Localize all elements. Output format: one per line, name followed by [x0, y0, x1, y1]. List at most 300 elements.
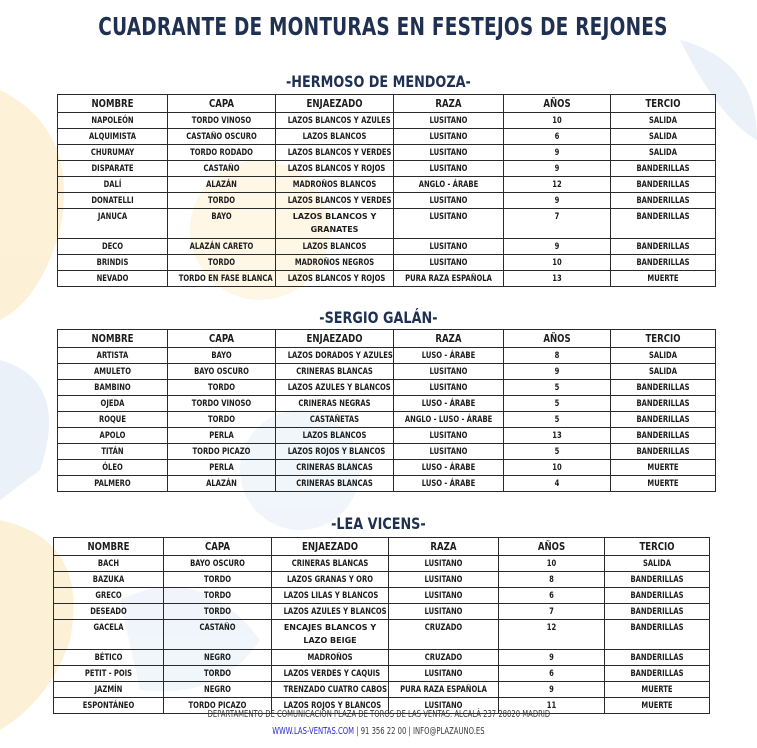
cell-text: GACELA — [93, 623, 124, 633]
cell-text: BANDERILLAS — [636, 415, 690, 425]
table-cell — [611, 209, 716, 239]
table-cell — [54, 604, 164, 620]
table-cell — [58, 113, 168, 129]
table-cell — [58, 193, 168, 209]
column-header-raza — [389, 538, 499, 556]
cell-text: BACH — [97, 559, 120, 569]
cell-text: LAZOS BLANCOS — [302, 242, 367, 252]
table-cell — [276, 364, 394, 380]
cell-text: 8 — [554, 351, 560, 361]
table-cell — [394, 476, 504, 492]
cell-text: DONATELLI — [91, 196, 134, 206]
cell-text: TITÁN — [101, 447, 124, 457]
cell-text: MUERTE — [647, 463, 679, 473]
column-header-text: TERCIO — [645, 97, 681, 110]
table-cell — [276, 177, 394, 193]
table-row — [54, 604, 710, 620]
table-row — [54, 682, 710, 698]
table-cell — [58, 161, 168, 177]
cell-text: LUSITANO — [429, 148, 468, 158]
table-row — [58, 364, 716, 380]
table-cell — [58, 145, 168, 161]
cell-text: SALIDA — [643, 559, 671, 569]
cell-text: NEGRO — [204, 685, 231, 695]
cell-text: APOLO — [99, 431, 126, 441]
column-header-text: CAPA — [208, 332, 235, 345]
cell-text: LUSITANO — [429, 132, 468, 142]
table-cell — [276, 460, 394, 476]
column-header-text: ENJAEZADO — [306, 332, 363, 345]
table-cell — [394, 255, 504, 271]
table-cell — [54, 572, 164, 588]
cell-text: TORDO VINOSO — [191, 116, 252, 126]
column-header-nombre — [54, 538, 164, 556]
cell-text: ALQUIMISTA — [89, 132, 136, 142]
column-header-text: AÑOS — [543, 332, 571, 345]
cell-text: BAYO — [211, 212, 232, 222]
table-cell — [272, 588, 389, 604]
cell-text: LAZOS DORADOS Y AZULES — [287, 351, 393, 361]
table-row — [58, 161, 716, 177]
cell-text: SALIDA — [649, 148, 677, 158]
table-cell — [394, 412, 504, 428]
table-row — [54, 620, 710, 650]
table-cell — [611, 396, 716, 412]
table-header-row — [58, 95, 716, 113]
table-cell — [394, 428, 504, 444]
cell-text: LAZOS VERDES Y CAQUIS — [283, 669, 381, 679]
table-row — [58, 177, 716, 193]
table-cell — [605, 650, 710, 666]
cell-text: CASTAÑETAS — [309, 415, 360, 425]
cell-text: SALIDA — [649, 351, 677, 361]
cell-text: LUSITANO — [429, 258, 468, 268]
cell-text: DESEADO — [90, 607, 127, 617]
table-row — [58, 113, 716, 129]
table-cell — [504, 444, 611, 460]
cell-text: LAZOS AZULES Y BLANCOS — [283, 607, 387, 617]
table-row — [58, 255, 716, 271]
table-cell — [611, 428, 716, 444]
table-row — [54, 650, 710, 666]
cell-text: 10 — [552, 258, 562, 268]
cell-text: TORDO — [207, 415, 236, 425]
table-cell — [54, 556, 164, 572]
column-header-enjaezado — [272, 538, 389, 556]
cell-text: GRECO — [95, 591, 122, 601]
table-cell — [168, 161, 276, 177]
table-cell — [394, 380, 504, 396]
table-cell — [389, 588, 499, 604]
cell-text: LAZOS AZULES Y BLANCOS — [287, 383, 391, 393]
column-header-text: CAPA — [208, 97, 235, 110]
table-cell — [504, 412, 611, 428]
cell-text: MADROÑOS NEGROS — [294, 258, 375, 268]
cell-text: 7 — [549, 607, 554, 617]
table-cell — [58, 209, 168, 239]
table-cell — [504, 145, 611, 161]
table-cell — [54, 666, 164, 682]
table-header-row — [58, 330, 716, 348]
table-cell — [611, 161, 716, 177]
table-cell — [276, 380, 394, 396]
table-cell — [58, 271, 168, 287]
table-cell — [168, 177, 276, 193]
cell-text: 13 — [552, 431, 562, 441]
table-cell — [168, 239, 276, 255]
table-cell — [58, 428, 168, 444]
cell-text: CASTAÑO — [199, 623, 236, 633]
table-cell — [272, 620, 389, 650]
cell-text: 5 — [554, 399, 560, 409]
cell-text: BANDERILLAS — [630, 607, 684, 617]
cell-text: ANGLO - ÁRABE — [418, 180, 479, 190]
cell-text: 9 — [554, 148, 560, 158]
table-cell — [168, 412, 276, 428]
column-header-raza — [394, 95, 504, 113]
cell-text: LAZOS BLANCOS Y ROJOS — [287, 274, 386, 284]
table-cell — [504, 380, 611, 396]
cell-text: NEGRO — [204, 653, 231, 663]
table-row — [58, 412, 716, 428]
table-cell — [276, 193, 394, 209]
cell-text: DECO — [101, 242, 124, 252]
cell-text: MUERTE — [641, 685, 673, 695]
cell-text: TORDO — [207, 196, 236, 206]
cell-text: JAZMÍN — [94, 685, 123, 695]
cell-text: BANDERILLAS — [636, 399, 690, 409]
table-row — [58, 460, 716, 476]
table-cell — [276, 113, 394, 129]
cell-text: TORDO — [203, 591, 232, 601]
table-cell — [168, 113, 276, 129]
table-cell — [58, 476, 168, 492]
cell-text: TORDO — [203, 575, 232, 585]
table-cell — [389, 666, 499, 682]
table-row — [58, 396, 716, 412]
cell-text: JANUCA — [97, 212, 128, 222]
cell-text: LAZOS BLANCOS Y ROJOS — [287, 164, 386, 174]
table-cell — [611, 476, 716, 492]
table-cell — [168, 428, 276, 444]
table-cell — [276, 428, 394, 444]
column-header-text: TERCIO — [639, 540, 675, 553]
table-cell — [394, 113, 504, 129]
cell-text: BANDERILLAS — [630, 669, 684, 679]
table-cell — [611, 255, 716, 271]
table-cell — [168, 476, 276, 492]
cell-text: 13 — [552, 274, 562, 284]
table-cell — [605, 572, 710, 588]
cell-text: LAZOS LILAS Y BLANCOS — [283, 591, 379, 601]
cell-text: TORDO — [207, 383, 236, 393]
cell-text: LUSITANO — [424, 559, 463, 569]
cell-text: ESPONTÁNEO — [82, 701, 135, 711]
cell-text: 9 — [554, 367, 560, 377]
cell-text: TORDO — [207, 258, 236, 268]
cell-text: AMULETO — [94, 367, 131, 377]
table-hermoso-de-mendoza — [57, 94, 716, 287]
cell-text: BANDERILLAS — [636, 180, 690, 190]
table-cell — [164, 556, 272, 572]
cell-text: MADROÑOS — [307, 653, 353, 663]
table-cell — [58, 396, 168, 412]
table-cell — [504, 476, 611, 492]
table-cell — [54, 682, 164, 698]
table-cell — [394, 460, 504, 476]
table-cell — [272, 666, 389, 682]
cell-text: LUSO - ÁRABE — [421, 399, 476, 409]
cell-text: BANDERILLAS — [630, 623, 684, 633]
cell-text: ANGLO - LUSO - ÁRABE — [404, 415, 493, 425]
table-cell — [504, 255, 611, 271]
cell-text: 5 — [554, 447, 560, 457]
cell-text: NAPOLEÓN — [91, 116, 134, 126]
cell-text: DALÍ — [103, 180, 122, 190]
table-cell — [276, 255, 394, 271]
cell-text: LUSITANO — [429, 196, 468, 206]
table-cell — [611, 348, 716, 364]
table-cell — [394, 161, 504, 177]
table-cell — [499, 572, 605, 588]
cell-text: MADROÑOS BLANCOS — [292, 180, 377, 190]
table-cell — [499, 682, 605, 698]
table-cell — [394, 239, 504, 255]
cell-text: 9 — [554, 164, 560, 174]
table-cell — [504, 193, 611, 209]
page-title: CUADRANTE DE MONTURAS EN FESTEJOS DE REJONES — [98, 12, 668, 41]
table-row — [54, 588, 710, 604]
cell-text: 5 — [554, 383, 560, 393]
cell-text: LUSITANO — [429, 431, 468, 441]
table-cell — [389, 650, 499, 666]
table-cell — [276, 271, 394, 287]
cell-text: ROQUE — [99, 415, 126, 425]
table-row — [58, 444, 716, 460]
table-cell — [499, 620, 605, 650]
table-cell — [164, 588, 272, 604]
table-cell — [168, 271, 276, 287]
table-cell — [394, 271, 504, 287]
table-sergio-galan — [57, 329, 716, 492]
table-cell — [164, 682, 272, 698]
cell-text: CHURUMAY — [90, 148, 135, 158]
cell-text: MUERTE — [641, 701, 673, 711]
table-cell — [504, 271, 611, 287]
cell-text: LAZOS BLANCOS Y VERDES — [287, 196, 392, 206]
cell-text: CRUZADO — [424, 623, 463, 633]
table-cell — [168, 364, 276, 380]
cell-text: 6 — [554, 132, 560, 142]
column-header-nombre — [58, 330, 168, 348]
cell-text: 12 — [552, 180, 562, 190]
cell-text: PURA RAZA ESPAÑOLA — [405, 274, 492, 284]
cell-text: 6 — [549, 591, 554, 601]
table-cell — [272, 604, 389, 620]
cell-text: CASTAÑO OSCURO — [186, 132, 257, 142]
table-cell — [611, 444, 716, 460]
table-cell — [168, 129, 276, 145]
cell-text: 11 — [546, 701, 557, 711]
cell-text: 6 — [549, 669, 554, 679]
table-cell — [504, 460, 611, 476]
cell-text: MUERTE — [647, 479, 679, 489]
cell-text: SALIDA — [649, 367, 677, 377]
table-row — [58, 348, 716, 364]
cell-text: LUSITANO — [424, 575, 463, 585]
table-row — [58, 428, 716, 444]
table-cell — [58, 380, 168, 396]
table-cell — [58, 239, 168, 255]
table-row — [58, 476, 716, 492]
cell-text: BAYO — [211, 351, 232, 361]
table-cell — [504, 177, 611, 193]
column-header-text: RAZA — [430, 540, 457, 553]
table-row — [58, 193, 716, 209]
cell-text: ALAZÁN CARETO — [189, 242, 254, 252]
table-cell — [168, 193, 276, 209]
cell-text: LAZOS ROJOS Y BLANCOS — [283, 701, 382, 711]
table-cell — [499, 666, 605, 682]
table-cell — [168, 444, 276, 460]
cell-text: TORDO VINOSO — [191, 399, 252, 409]
table-cell — [58, 412, 168, 428]
table-cell — [504, 239, 611, 255]
cell-text: LUSITANO — [429, 367, 468, 377]
table-cell — [504, 129, 611, 145]
table-row — [58, 380, 716, 396]
table-cell — [605, 588, 710, 604]
column-header-text: RAZA — [435, 97, 462, 110]
table-cell — [611, 113, 716, 129]
table-cell — [499, 556, 605, 572]
cell-text: LUSITANO — [424, 591, 463, 601]
cell-text: SALIDA — [649, 132, 677, 142]
cell-text: PERLA — [209, 431, 234, 441]
column-header-text: CAPA — [204, 540, 231, 553]
cell-text: BANDERILLAS — [630, 575, 684, 585]
column-header-tercio — [611, 95, 716, 113]
cell-text: BAMBINO — [94, 383, 131, 393]
cell-text: BANDERILLAS — [636, 196, 690, 206]
cell-text: TORDO — [203, 669, 232, 679]
website-link[interactable]: WWW.LAS-VENTAS.COM — [272, 726, 355, 737]
table-cell — [164, 650, 272, 666]
column-header-text: TERCIO — [645, 332, 681, 345]
table-cell — [168, 396, 276, 412]
table-cell — [168, 145, 276, 161]
cell-text: LAZOS BLANCOS Y GRANATES — [292, 212, 377, 234]
cell-text: LUSITANO — [424, 669, 463, 679]
table-cell — [58, 444, 168, 460]
table-row — [54, 666, 710, 682]
cell-text: LAZOS ROJOS Y BLANCOS — [287, 447, 386, 457]
table-cell — [504, 209, 611, 239]
cell-text: LUSITANO — [429, 212, 468, 222]
table-cell — [394, 209, 504, 239]
table-cell — [611, 271, 716, 287]
table-cell — [54, 588, 164, 604]
cell-text: BANDERILLAS — [636, 431, 690, 441]
cell-text: BANDERILLAS — [636, 383, 690, 393]
table-cell — [611, 364, 716, 380]
table-cell — [276, 239, 394, 255]
table-cell — [54, 650, 164, 666]
cell-text: ÓLEO — [102, 463, 123, 473]
table-cell — [611, 460, 716, 476]
cell-text: CRINERAS BLANCAS — [296, 479, 373, 489]
table-cell — [504, 348, 611, 364]
cell-text: 9 — [549, 653, 554, 663]
table-cell — [168, 460, 276, 476]
column-header-raza — [394, 330, 504, 348]
table-row — [58, 209, 716, 239]
cell-text: BANDERILLAS — [630, 591, 684, 601]
table-cell — [58, 364, 168, 380]
cell-text: 5 — [554, 415, 560, 425]
cell-text: LAZOS GRANAS Y ORO — [287, 575, 373, 585]
table-cell — [394, 193, 504, 209]
cell-text: LAZOS BLANCOS Y AZULES — [287, 116, 391, 126]
table-cell — [58, 129, 168, 145]
table-cell — [499, 650, 605, 666]
cell-text: LUSO - ÁRABE — [421, 463, 476, 473]
cell-text: 10 — [552, 463, 562, 473]
table-cell — [389, 604, 499, 620]
cell-text: TORDO — [203, 607, 232, 617]
cell-text: BAYO OSCURO — [194, 367, 249, 377]
cell-text: NEVADO — [96, 274, 129, 284]
cell-text: CRINERAS BLANCAS — [296, 367, 373, 377]
table-cell — [504, 428, 611, 444]
table-cell — [611, 193, 716, 209]
column-header-capa — [168, 330, 276, 348]
table-cell — [611, 412, 716, 428]
column-header-tercio — [611, 330, 716, 348]
cell-text: BANDERILLAS — [636, 447, 690, 457]
cell-text: LUSITANO — [429, 116, 468, 126]
table-cell — [389, 556, 499, 572]
cell-text: CRINERAS BLANCAS — [296, 463, 373, 473]
cell-text: BÉTICO — [94, 653, 123, 663]
table-cell — [276, 145, 394, 161]
column-header-anos — [504, 330, 611, 348]
table-cell — [611, 145, 716, 161]
table-cell — [394, 396, 504, 412]
cell-text: ALAZÁN — [206, 180, 237, 190]
table-cell — [58, 348, 168, 364]
cell-text: BANDERILLAS — [636, 212, 690, 222]
table-cell — [605, 666, 710, 682]
cell-text: TORDO PICAZO — [192, 447, 251, 457]
table-cell — [276, 209, 394, 239]
table-cell — [164, 572, 272, 588]
cell-text: CRINERAS NEGRAS — [298, 399, 371, 409]
table-cell — [164, 620, 272, 650]
table-cell — [504, 113, 611, 129]
cell-text: TORDO RODADO — [190, 148, 253, 158]
table-cell — [394, 177, 504, 193]
column-header-text: NOMBRE — [91, 332, 134, 345]
table-cell — [168, 348, 276, 364]
cell-text: 10 — [546, 559, 557, 569]
cell-text: ARTISTA — [96, 351, 129, 361]
table-cell — [276, 129, 394, 145]
table-cell — [611, 177, 716, 193]
column-header-text: AÑOS — [537, 540, 566, 553]
column-header-text: NOMBRE — [91, 97, 134, 110]
section-title-hermoso-de-mendoza: -HERMOSO DE MENDOZA- — [285, 72, 471, 91]
